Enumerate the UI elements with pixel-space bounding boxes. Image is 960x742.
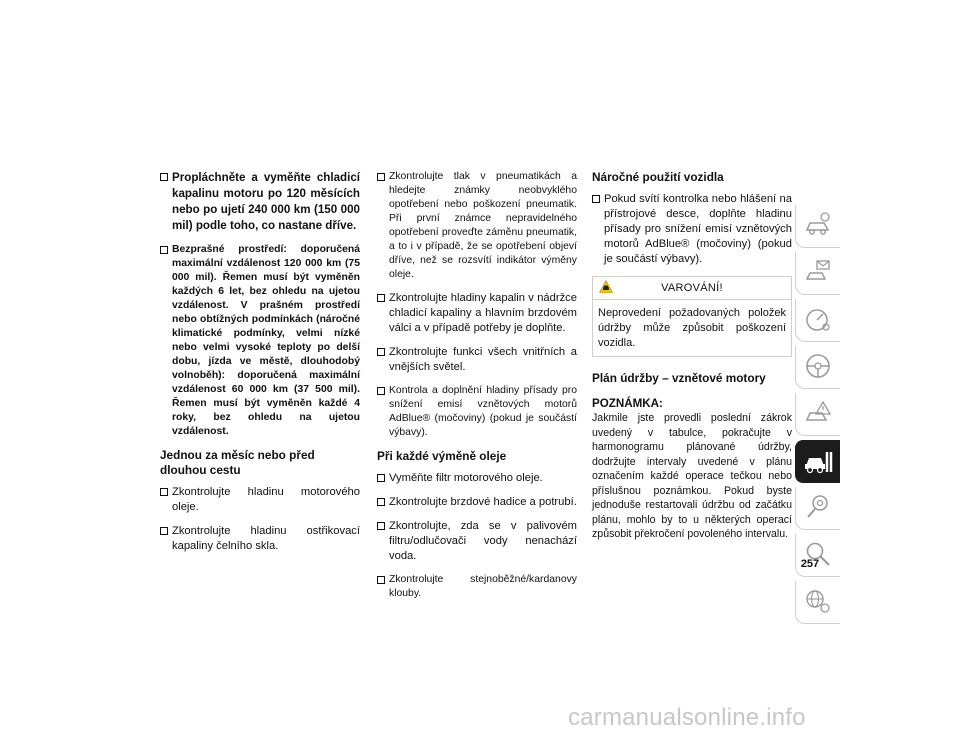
list-item	[377, 495, 577, 510]
checkbox-icon	[160, 173, 168, 181]
column-1	[160, 170, 360, 563]
list-item	[377, 471, 577, 486]
car-mail-icon	[804, 258, 832, 286]
list-item	[377, 291, 577, 336]
chapter-tab-2[interactable]	[795, 252, 840, 295]
item-text: Vyměňte filtr motorového oleje.	[389, 472, 543, 484]
chapter-tab-3[interactable]	[795, 299, 840, 342]
list-item	[160, 170, 360, 234]
list-item	[160, 485, 360, 515]
chapter-tab-4[interactable]	[795, 346, 840, 389]
list-item	[160, 524, 360, 554]
list-item	[377, 345, 577, 375]
checkbox-icon	[160, 527, 168, 535]
checkbox-icon	[377, 294, 385, 302]
item-text: Propláchněte a vyměňte chladicí kapalinu motoru po 120 měsících nebo po ujetí 240 000 km (150 000 mil) podle toho, co nastane dříve.	[172, 171, 360, 232]
item-text: Pokud svítí kontrolka nebo hlášení na přístrojové desce, doplňte hladinu přísady pro snížení emisí vznětových motorů AdBlue® (močoviny) (pokud je součástí výbavy).	[604, 193, 792, 265]
section-heading: Náročné použití vozidla	[592, 170, 724, 184]
wrench-gear-icon	[804, 493, 832, 521]
section-heading: Jednou za měsíc nebo před dlouhou cestu	[160, 448, 315, 477]
item-text: Zkontrolujte hladinu motorového oleje.	[172, 486, 360, 513]
gauge-icon	[804, 305, 832, 333]
checkbox-icon	[377, 498, 385, 506]
car-service-tools-icon	[804, 446, 834, 476]
warning-text: Neprovedení požadovaných položek údržby může způsobit poškození vozidla.	[598, 307, 786, 349]
checkbox-icon	[377, 576, 385, 584]
chapter-tab-6-active[interactable]	[795, 440, 840, 483]
checkbox-icon	[377, 348, 385, 356]
item-text: Zkontrolujte hladiny kapalin v nádržce chladicí kapaliny a hlavním brzdovém válci a v případě potřeby je doplňte.	[389, 292, 577, 334]
checkbox-icon	[377, 173, 385, 181]
chapter-tab-9[interactable]	[795, 581, 840, 624]
car-warning-icon	[804, 399, 832, 427]
checkbox-icon	[377, 522, 385, 530]
list-item	[377, 170, 577, 282]
warning-box	[592, 276, 792, 357]
list-item	[377, 384, 577, 440]
steering-wheel-icon	[804, 352, 832, 380]
section-heading: Plán údržby – vznětové motory	[592, 371, 766, 385]
note-title: POZNÁMKA:	[592, 397, 663, 410]
globe-settings-icon	[804, 587, 832, 615]
watermark: carmanualsonline.info	[568, 704, 806, 731]
item-text: Zkontrolujte tlak v pneumatikách a hledejte známky neobvyklého opotřebení nebo poškození pneumatik. Při první známce nepravidelného opotřebení proveďte záměnu pneumatik, a to i v případě, že se opotřebení objeví dříve, než se rozsvítí indikátor výměny oleje.	[389, 171, 577, 280]
chapter-tab-7[interactable]	[795, 487, 840, 530]
list-item	[592, 192, 792, 267]
chapter-tab-8[interactable]	[795, 534, 840, 577]
item-text: Kontrola a doplnění hladiny přísady pro snížení emisí vznětových motorů AdBlue® (močoviny) (pokud je součástí výbavy).	[389, 385, 577, 438]
item-text: Zkontrolujte funkci všech vnitřních a vnějších světel.	[389, 346, 577, 373]
car-info-icon	[804, 211, 832, 239]
list-item	[160, 243, 360, 439]
chapter-tab-5[interactable]	[795, 393, 840, 436]
item-text: Zkontrolujte brzdové hadice a potrubí.	[389, 496, 577, 508]
item-text: Bezprašné prostředí: doporučená maximální vzdálenost 120 000 km (75 000 mil). Řemen musí být vyměněn každých 6 let, bez ohledu na ujetou vzdálenost. V prašném prostředí nebo obtížných podmínkách (náročné klimatické podmínky, velmi nízké nebo velmi vysoké teploty po delší dobu, jízda ve městě, dlouhodobý volnoběh): doporučená maximální vzdálenost 60 000 km (37 500 mil). Řemen musí být vyměněn každé 4 roky, bez ohledu na ujetou vzdálenost.	[172, 244, 360, 437]
checkbox-icon	[592, 195, 600, 203]
column-3	[592, 170, 792, 542]
item-text: Zkontrolujte stejnoběžné/kardanovy klouby.	[389, 574, 577, 599]
warning-title: VAROVÁNÍ!	[661, 282, 723, 294]
checkbox-icon	[377, 387, 385, 395]
list-item	[377, 519, 577, 564]
section-heading: Při každé výměně oleje	[377, 449, 507, 463]
chapter-tab-1[interactable]	[795, 205, 840, 248]
checkbox-icon	[160, 246, 168, 254]
item-text: Zkontrolujte hladinu ostřikovací kapaliny čelního skla.	[172, 525, 360, 552]
checkbox-icon	[377, 474, 385, 482]
page-number: 257	[800, 558, 820, 570]
list-item	[377, 573, 577, 601]
note-body: Jakmile jste provedli poslední zákrok uvedený v tabulce, pokračujte v harmonogramu plánované údržby, dodržujte intervaly uvedené v plánu označením každé operace tečkou nebo příslušnou poznámkou. Pokud byste jednoduše restartovali údržbu od začátku plánu, mohlo by to u některých operací způsobit překročení povoleného intervalu.	[592, 412, 792, 540]
item-text: Zkontrolujte, zda se v palivovém filtru/odlučovači vody nenachází voda.	[389, 520, 577, 562]
warning-header	[593, 277, 791, 300]
warning-car-icon	[599, 280, 613, 293]
column-2	[377, 170, 577, 610]
checkbox-icon	[160, 488, 168, 496]
